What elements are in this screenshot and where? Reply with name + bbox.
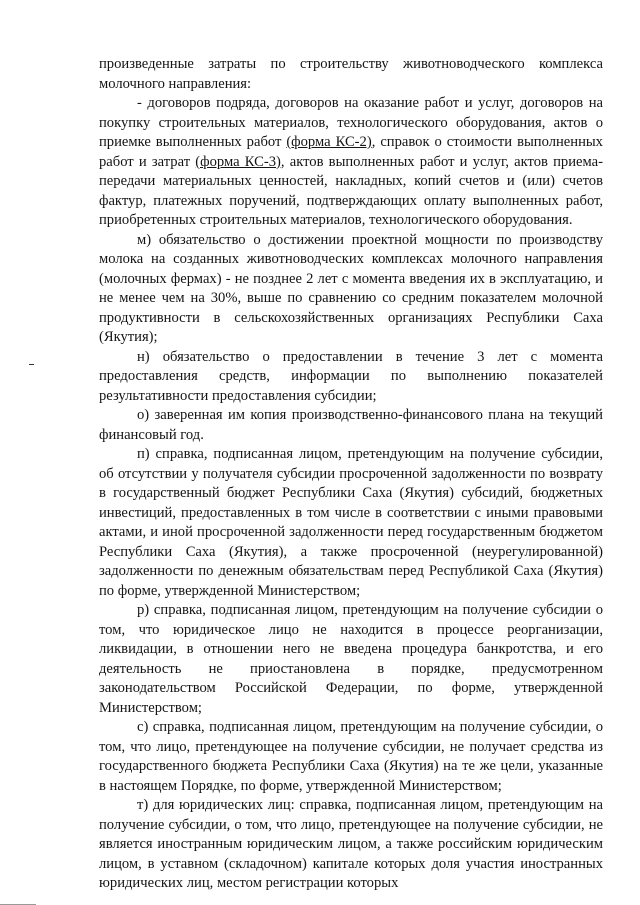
paragraph-text: , актов выполненных работ и услуг, актов приема-передачи материальных ценностей, накладных, копий счетов и (или) счетов фактур, платежных поручений, подтверждающих оплату выполненных работ, приобретенных строительных материалов, технологического оборудования. bbox=[99, 153, 603, 228]
paragraph-text: р) справка, подписанная лицом, претендующим на получение субсидии о том, что юридическое лицо не находится в процессе реорганизации, ликвидации, в отношении него не введена процедура банкротства, и его деятельность не приостановлена в порядке, предусмотренном законодательством Российской Федерации, по форме, утвержденной Министерством; bbox=[99, 602, 603, 716]
paragraph-text: - договоров подряда, договоров на оказание работ и услуг, договоров на покупку строительных материалов, технологического оборудования, актов о приемке выполненных работ bbox=[99, 95, 603, 150]
paragraph-text: о) заверенная им копия производственно-финансового плана на текущий финансовый год. bbox=[99, 407, 603, 443]
paragraph-text: , справок о стоимости выполненных работ и затрат bbox=[99, 134, 603, 170]
paragraph-item-m bbox=[99, 231, 603, 348]
paragraph-text: произведенные затраты по строительству животноводческого комплекса молочного направления: bbox=[99, 56, 603, 92]
paragraph-item-n bbox=[99, 348, 603, 407]
paragraph-item-p bbox=[99, 445, 603, 601]
paragraph-item-t bbox=[99, 796, 603, 894]
paragraph-text: с) справка, подписанная лицом, претендующим на получение субсидии, о том, что лицо, претендующее на получение субсидии, не получает средства из государственного бюджета Республики Саха (Якутия) на те же цели, указанные в настоящем Порядке, по форме, утвержденной Министерством; bbox=[99, 719, 603, 794]
paragraph-item-o bbox=[99, 406, 603, 445]
form-ks3-link[interactable]: (форма КС-3) bbox=[195, 153, 281, 170]
paragraph-text: п) справка, подписанная лицом, претендующим на получение субсидии, об отсутствии у получателя субсидии просроченной задолженности по возврату в государственный бюджет Республики Саха (Якутия) субсидий, бюджетных инвестиций, предоставленных в том числе в соответствии с иными правовыми актами, и иной просроченной задолженности перед государственным бюджетом Республики Саха (Якутия), а также просроченной (неурегулированной) задолженности по денежным обязательствам перед Республикой Саха (Якутия) по форме, утвержденной Министерством; bbox=[99, 446, 603, 599]
paragraph-text: т) для юридических лиц: справка, подписанная лицом, претендующим на получение субсидии, о том, что лицо, претендующее на получение субсидии, не является иностранным юридическим лицом, а также российским юридическим лицом, в уставном (складочном) капитале которых доля участия иностранных юридических лиц, местом регистрации которых bbox=[99, 797, 603, 891]
paragraph-item-r bbox=[99, 601, 603, 718]
document-page bbox=[99, 55, 603, 894]
paragraph-item-s bbox=[99, 718, 603, 796]
paragraph-intro bbox=[99, 55, 603, 94]
form-ks2-link[interactable]: (форма КС-2) bbox=[286, 134, 372, 150]
paragraph-text: н) обязательство о предоставлении в течение 3 лет с момента предоставления средств, информации по выполнению показателей результативности предоставления субсидии; bbox=[99, 348, 603, 404]
paragraph-text: м) обязательство о достижении проектной мощности по производству молока на созданных животноводческих комплексах молочного направления (молочных фермах) - не позднее 2 лет с момента введения их в эксплуатацию, и не менее чем на 30%, выше по сравнению со средним показателем молочной продуктивности в сельскохозяйственных организациях Республики Саха (Якутия); bbox=[99, 231, 603, 345]
margin-dash-mark bbox=[29, 364, 34, 365]
paragraph-contracts-list bbox=[99, 94, 603, 231]
